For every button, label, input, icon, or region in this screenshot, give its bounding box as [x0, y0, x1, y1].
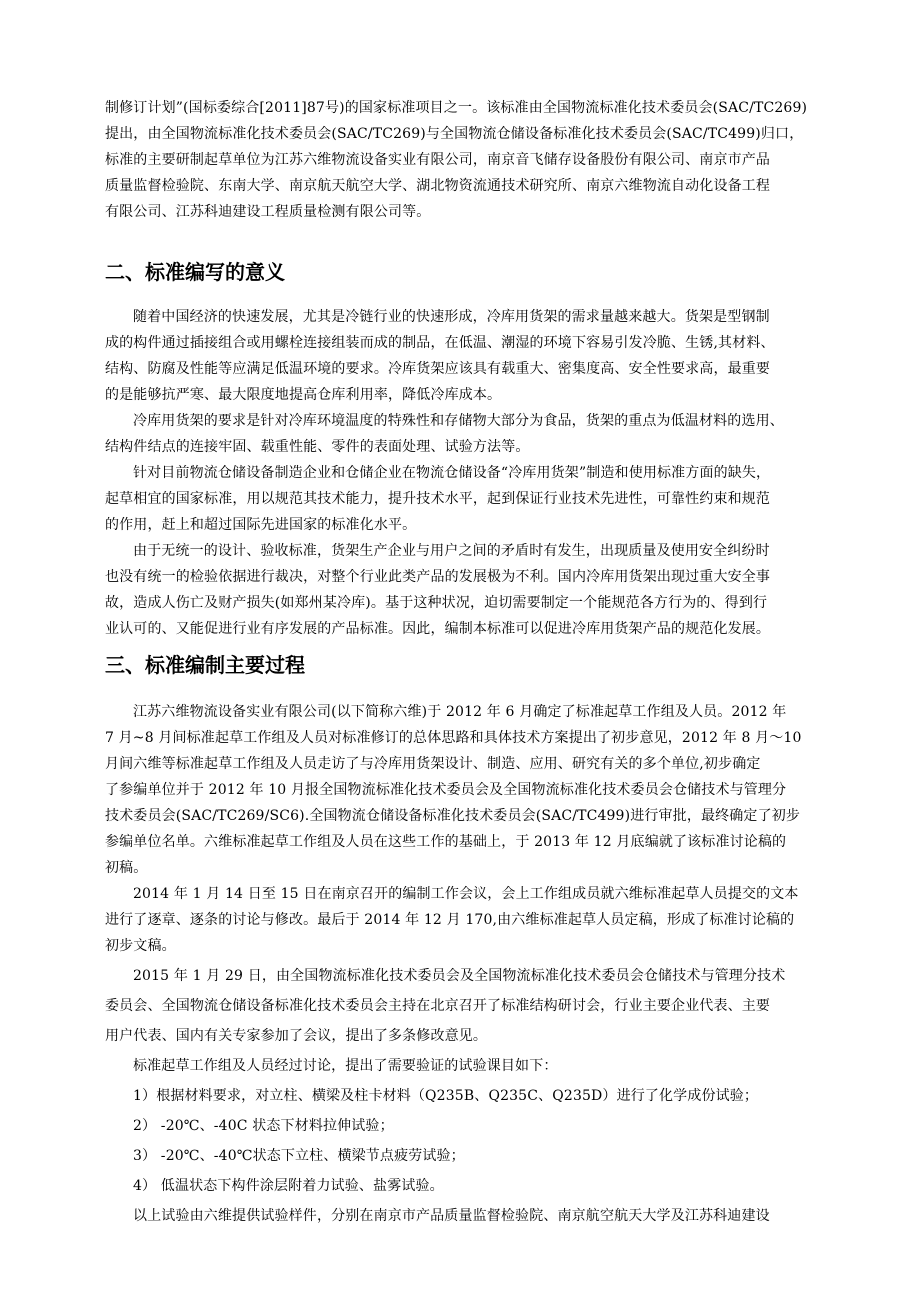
paragraph-line: 2） -20℃、-40C 状态下材料拉伸试验； — [133, 1118, 394, 1134]
paragraph-line: 7 月~8 月间标准起草工作组及人员对标准修订的总体思路和具体技术方案提出了初步意见，2012 年 8 月～10 — [105, 730, 802, 746]
paragraph-line: 了参编单位并于 2012 年 10 月报全国物流标准化技术委员会及全国物流标准化技术委员会仓储技术与管理分 — [105, 782, 787, 798]
paragraph-line: 月间六维等标准起草工作组及人员走访了与冷库用货架设计、制造、应用、研究有关的多个单位,初步确定 — [105, 756, 761, 772]
paragraph-line: 初稿。 — [105, 860, 148, 876]
paragraph-line: 成的构件通过插接组合或用螺栓连接组装而成的制品，在低温、潮湿的环境下容易引发冷脆、生锈,其材料、 — [105, 335, 775, 351]
paragraph-line: 标准的主要研制起草单位为江苏六维物流设备实业有限公司，南京音飞储存设备股份有限公司、南京市产品 — [105, 152, 771, 168]
paragraph-line: 进行了逐章、逐条的讨论与修改。最后于 2014 年 12 月 170,由六维标准起草人员定稿，形成了标准讨论稿的 — [105, 912, 795, 928]
paragraph-line: 业认可的、又能促进行业有序发展的产品标准。因此，编制本标准可以促进冷库用货架产品的规范化发展。 — [105, 621, 771, 637]
paragraph-line: 针对目前物流仓储设备制造企业和仓储企业在物流仓储设备“冷库用货架”制造和使用标准方面的缺失， — [133, 465, 771, 481]
paragraph-line: 故，造成人伤亡及财产损失(如郑州某冷库)。基于这种状况，迫切需要制定一个能规范各方行为的、得到行 — [105, 595, 768, 611]
paragraph-line: 结构件结点的连接牢固、载重性能、零件的表面处理、试验方法等。 — [105, 439, 530, 455]
paragraph-line: 标准起草工作组及人员经过讨论，提出了需要验证的试验课目如下： — [133, 1058, 558, 1074]
paragraph-line: 有限公司、江苏科迪建设工程质量检测有限公司等。 — [105, 204, 431, 220]
paragraph-line: 由于无统一的设计、验收标准，货架生产企业与用户之间的矛盾时有发生，出现质量及使用安全纠纷时 — [133, 543, 770, 559]
paragraph-line: 江苏六维物流设备实业有限公司(以下简称六维)于 2012 年 6 月确定了标准起草工作组及人员。2012 年 — [133, 704, 787, 720]
paragraph-line: 随着中国经济的快速发展，尤其是冷链行业的快速形成，冷库用货架的需求量越来越大。货架是型钢制 — [133, 309, 770, 325]
paragraph-line: 冷库用货架的要求是针对冷库环境温度的特殊性和存储物大部分为食品，货架的重点为低温材料的选用、 — [133, 413, 784, 429]
paragraph-line: 1）根据材料要求，对立柱、横梁及柱卡材料（Q235B、Q235C、Q235D）进行了化学成份试验； — [133, 1088, 759, 1104]
paragraph-line: 提出，由全国物流标准化技术委员会(SAC/TC269)与全国物流仓储设备标准化技术委员会(SAC/TC499)归口， — [105, 126, 804, 142]
paragraph-line: 也没有统一的检验依据进行裁决，对整个行业此类产品的发展极为不利。国内冷库用货架出现过重大安全事 — [105, 569, 771, 585]
paragraph-line: 2014 年 1 月 14 日至 15 日在南京召开的编制工作会议，会上工作组成员就六维标准起草人员提交的文本 — [133, 886, 799, 902]
paragraph-line: 制修订计划”(国标委综合[2011]87号)的国家标准项目之一。该标准由全国物流标准化技术委员会(SAC/TC269) — [105, 100, 808, 116]
paragraph-line: 起草相宜的国家标准，用以规范其技术能力，提升技术水平，起到保证行业技术先进性，可靠性约束和规范 — [105, 491, 771, 507]
paragraph-line: 委员会、全国物流仓储设备标准化技术委员会主持在北京召开了标准结构研讨会，行业主要企业代表、主要 — [105, 998, 771, 1014]
paragraph-line: 2015 年 1 月 29 日，由全国物流标准化技术委员会及全国物流标准化技术委员会仓储技术与管理分技术 — [133, 968, 786, 984]
paragraph-line: 以上试验由六维提供试验样件，分别在南京市产品质量监督检验院、南京航空航天大学及江苏科迪建设 — [133, 1208, 770, 1224]
paragraph-line: 的是能够抗严寒、最大限度地提高仓库利用率，降低冷库成本。 — [105, 387, 502, 403]
paragraph-line: 4） 低温状态下构件涂层附着力试验、盐雾试验。 — [133, 1178, 444, 1194]
paragraph-line: 初步文稿。 — [105, 938, 176, 954]
paragraph-line: 3） -20℃、-40℃状态下立柱、横梁节点疲劳试验； — [133, 1148, 465, 1164]
paragraph-line: 用户代表、国内有关专家参加了会议，提出了多条修改意见。 — [105, 1028, 488, 1044]
section-heading: 三、标准编制主要过程 — [105, 653, 305, 677]
paragraph-line: 的作用，赶上和超过国际先进国家的标准化水平。 — [105, 517, 417, 533]
paragraph-line: 参编单位名单。六维标准起草工作组及人员在这些工作的基础上，于 2013 年 12 月底编就了该标准讨论稿的 — [105, 834, 787, 850]
paragraph-line: 质量监督检验院、东南大学、南京航天航空大学、湖北物资流通技术研究所、南京六维物流自动化设备工程 — [105, 178, 771, 194]
paragraph-line: 结构、防腐及性能等应满足低温环境的要求。冷库货架应该具有载重大、密集度高、安全性要求高，最重要 — [105, 361, 771, 377]
paragraph-line: 技术委员会(SAC/TC269/SC6).全国物流仓储设备标准化技术委员会(SAC/TC499)进行审批，最终确定了初步 — [105, 808, 801, 824]
section-heading: 二、标准编写的意义 — [105, 260, 285, 284]
